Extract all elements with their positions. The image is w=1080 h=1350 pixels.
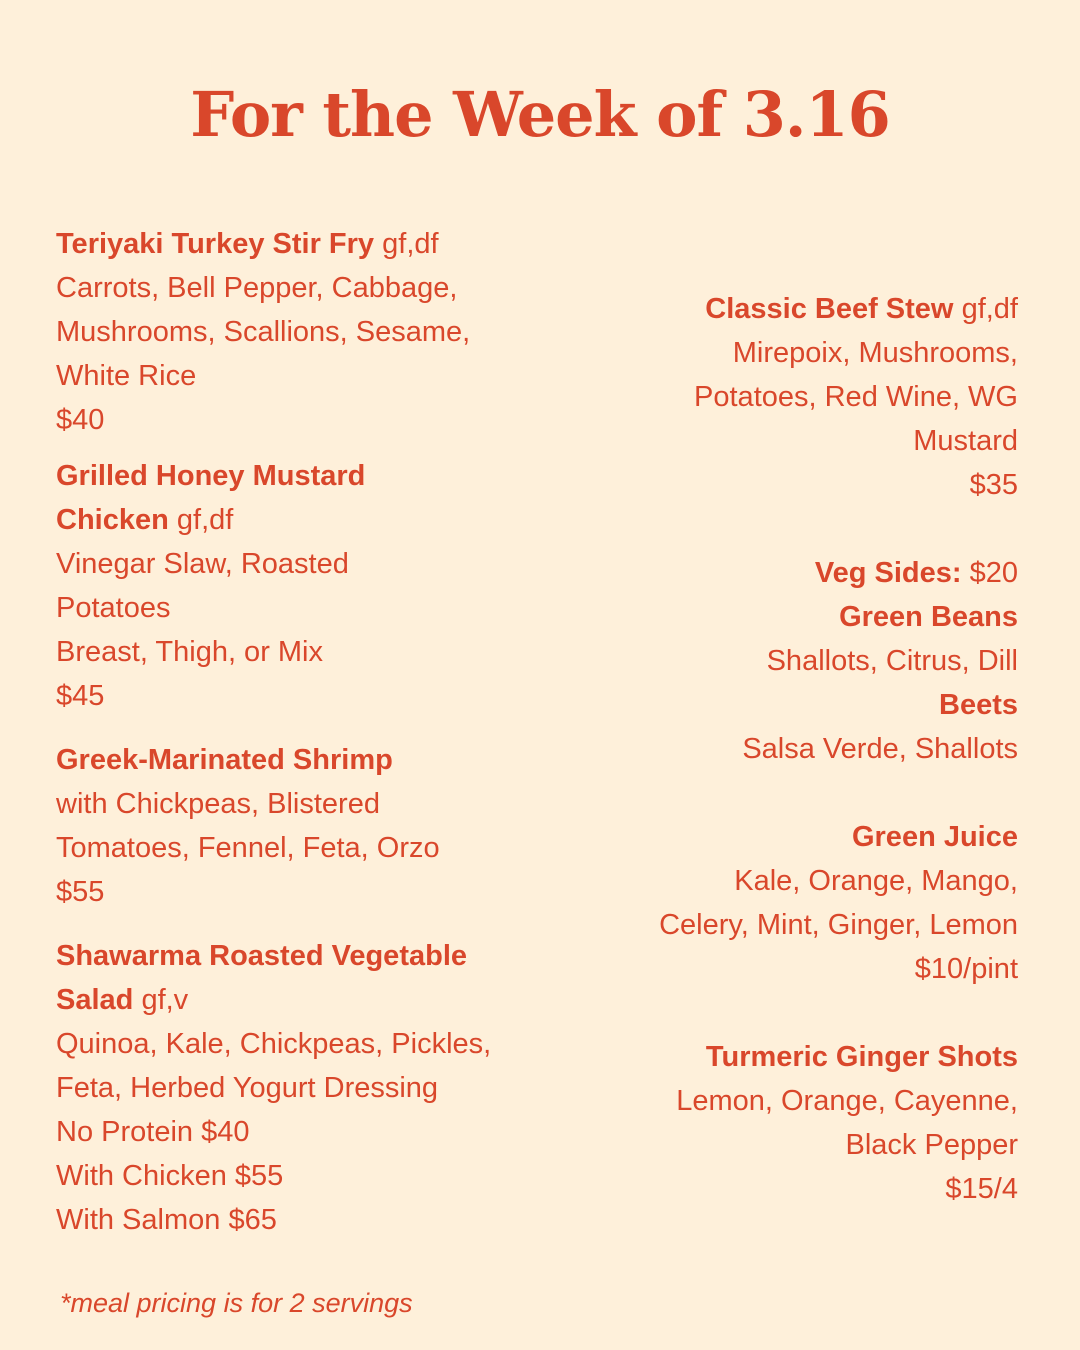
item-price: $40	[56, 404, 105, 436]
item-price: $10/pint	[914, 953, 1018, 985]
item-price: $55	[56, 876, 105, 908]
item-description: Salsa Verde, Shallots	[742, 733, 1018, 765]
item-price: With Chicken $55	[56, 1160, 284, 1192]
diet-tags: gf,v	[141, 984, 189, 1016]
diet-tags: gf,df	[961, 293, 1018, 325]
item-description: Shallots, Citrus, Dill	[766, 645, 1018, 677]
right-menu-column	[558, 287, 1018, 1211]
item-description: with Chickpeas, Blistered	[56, 788, 380, 820]
item-name: Teriyaki Turkey Stir Fry	[56, 228, 375, 260]
item-description: White Rice	[56, 360, 197, 392]
item-price: $45	[56, 680, 105, 712]
item-description: Feta, Herbed Yogurt Dressing	[56, 1072, 439, 1104]
item-price: $20	[969, 557, 1018, 589]
menu-item-turmeric-shots	[558, 1035, 1018, 1211]
item-name: Beets	[939, 689, 1018, 721]
item-description: Mirepoix, Mushrooms,	[732, 337, 1018, 369]
item-price: $15/4	[945, 1173, 1018, 1205]
item-description: Mushrooms, Scallions, Sesame,	[56, 316, 471, 348]
item-name: Salad	[56, 984, 134, 1016]
item-name: Green Beans	[839, 601, 1018, 633]
page-title: For the Week of 3.16	[190, 78, 890, 151]
menu-item-beef-stew	[558, 287, 1018, 507]
item-name: Chicken	[56, 504, 169, 536]
menu-item-shawarma-salad	[56, 934, 556, 1242]
item-description: Kale, Orange, Mango,	[734, 865, 1018, 897]
menu-item-green-juice	[558, 815, 1018, 991]
item-description: Black Pepper	[845, 1129, 1018, 1161]
pricing-footnote: *meal pricing is for 2 servings	[60, 1288, 413, 1318]
item-name: Green Juice	[851, 821, 1018, 853]
item-price: With Salmon $65	[56, 1204, 277, 1236]
item-description: Mustard	[913, 425, 1018, 457]
menu-item-teriyaki-turkey	[56, 222, 556, 442]
menu-item-veg-sides	[558, 551, 1018, 771]
menu-item-honey-mustard-chicken	[56, 454, 556, 718]
item-name: Classic Beef Stew	[705, 293, 954, 325]
menu-item-greek-shrimp	[56, 738, 556, 914]
diet-tags: gf,df	[382, 228, 439, 260]
section-label: Veg Sides:	[814, 557, 962, 589]
left-menu-column	[56, 222, 556, 1242]
item-name: Greek-Marinated Shrimp	[56, 744, 393, 776]
item-name: Grilled Honey Mustard	[56, 460, 366, 492]
item-price: No Protein $40	[56, 1116, 250, 1148]
diet-tags: gf,df	[176, 504, 234, 536]
item-name: Shawarma Roasted Vegetable	[56, 940, 467, 972]
item-description: Quinoa, Kale, Chickpeas, Pickles,	[56, 1028, 492, 1060]
item-description: Lemon, Orange, Cayenne,	[676, 1085, 1018, 1117]
item-description: Potatoes, Red Wine, WG	[694, 381, 1018, 413]
item-description: Tomatoes, Fennel, Feta, Orzo	[56, 832, 440, 864]
item-price: $35	[969, 469, 1018, 501]
item-description: Vinegar Slaw, Roasted	[56, 548, 349, 580]
item-description: Carrots, Bell Pepper, Cabbage,	[56, 272, 458, 304]
item-description: Potatoes	[56, 592, 171, 624]
item-description: Celery, Mint, Ginger, Lemon	[659, 909, 1018, 941]
item-description: Breast, Thigh, or Mix	[56, 636, 324, 668]
item-name: Turmeric Ginger Shots	[705, 1041, 1018, 1073]
